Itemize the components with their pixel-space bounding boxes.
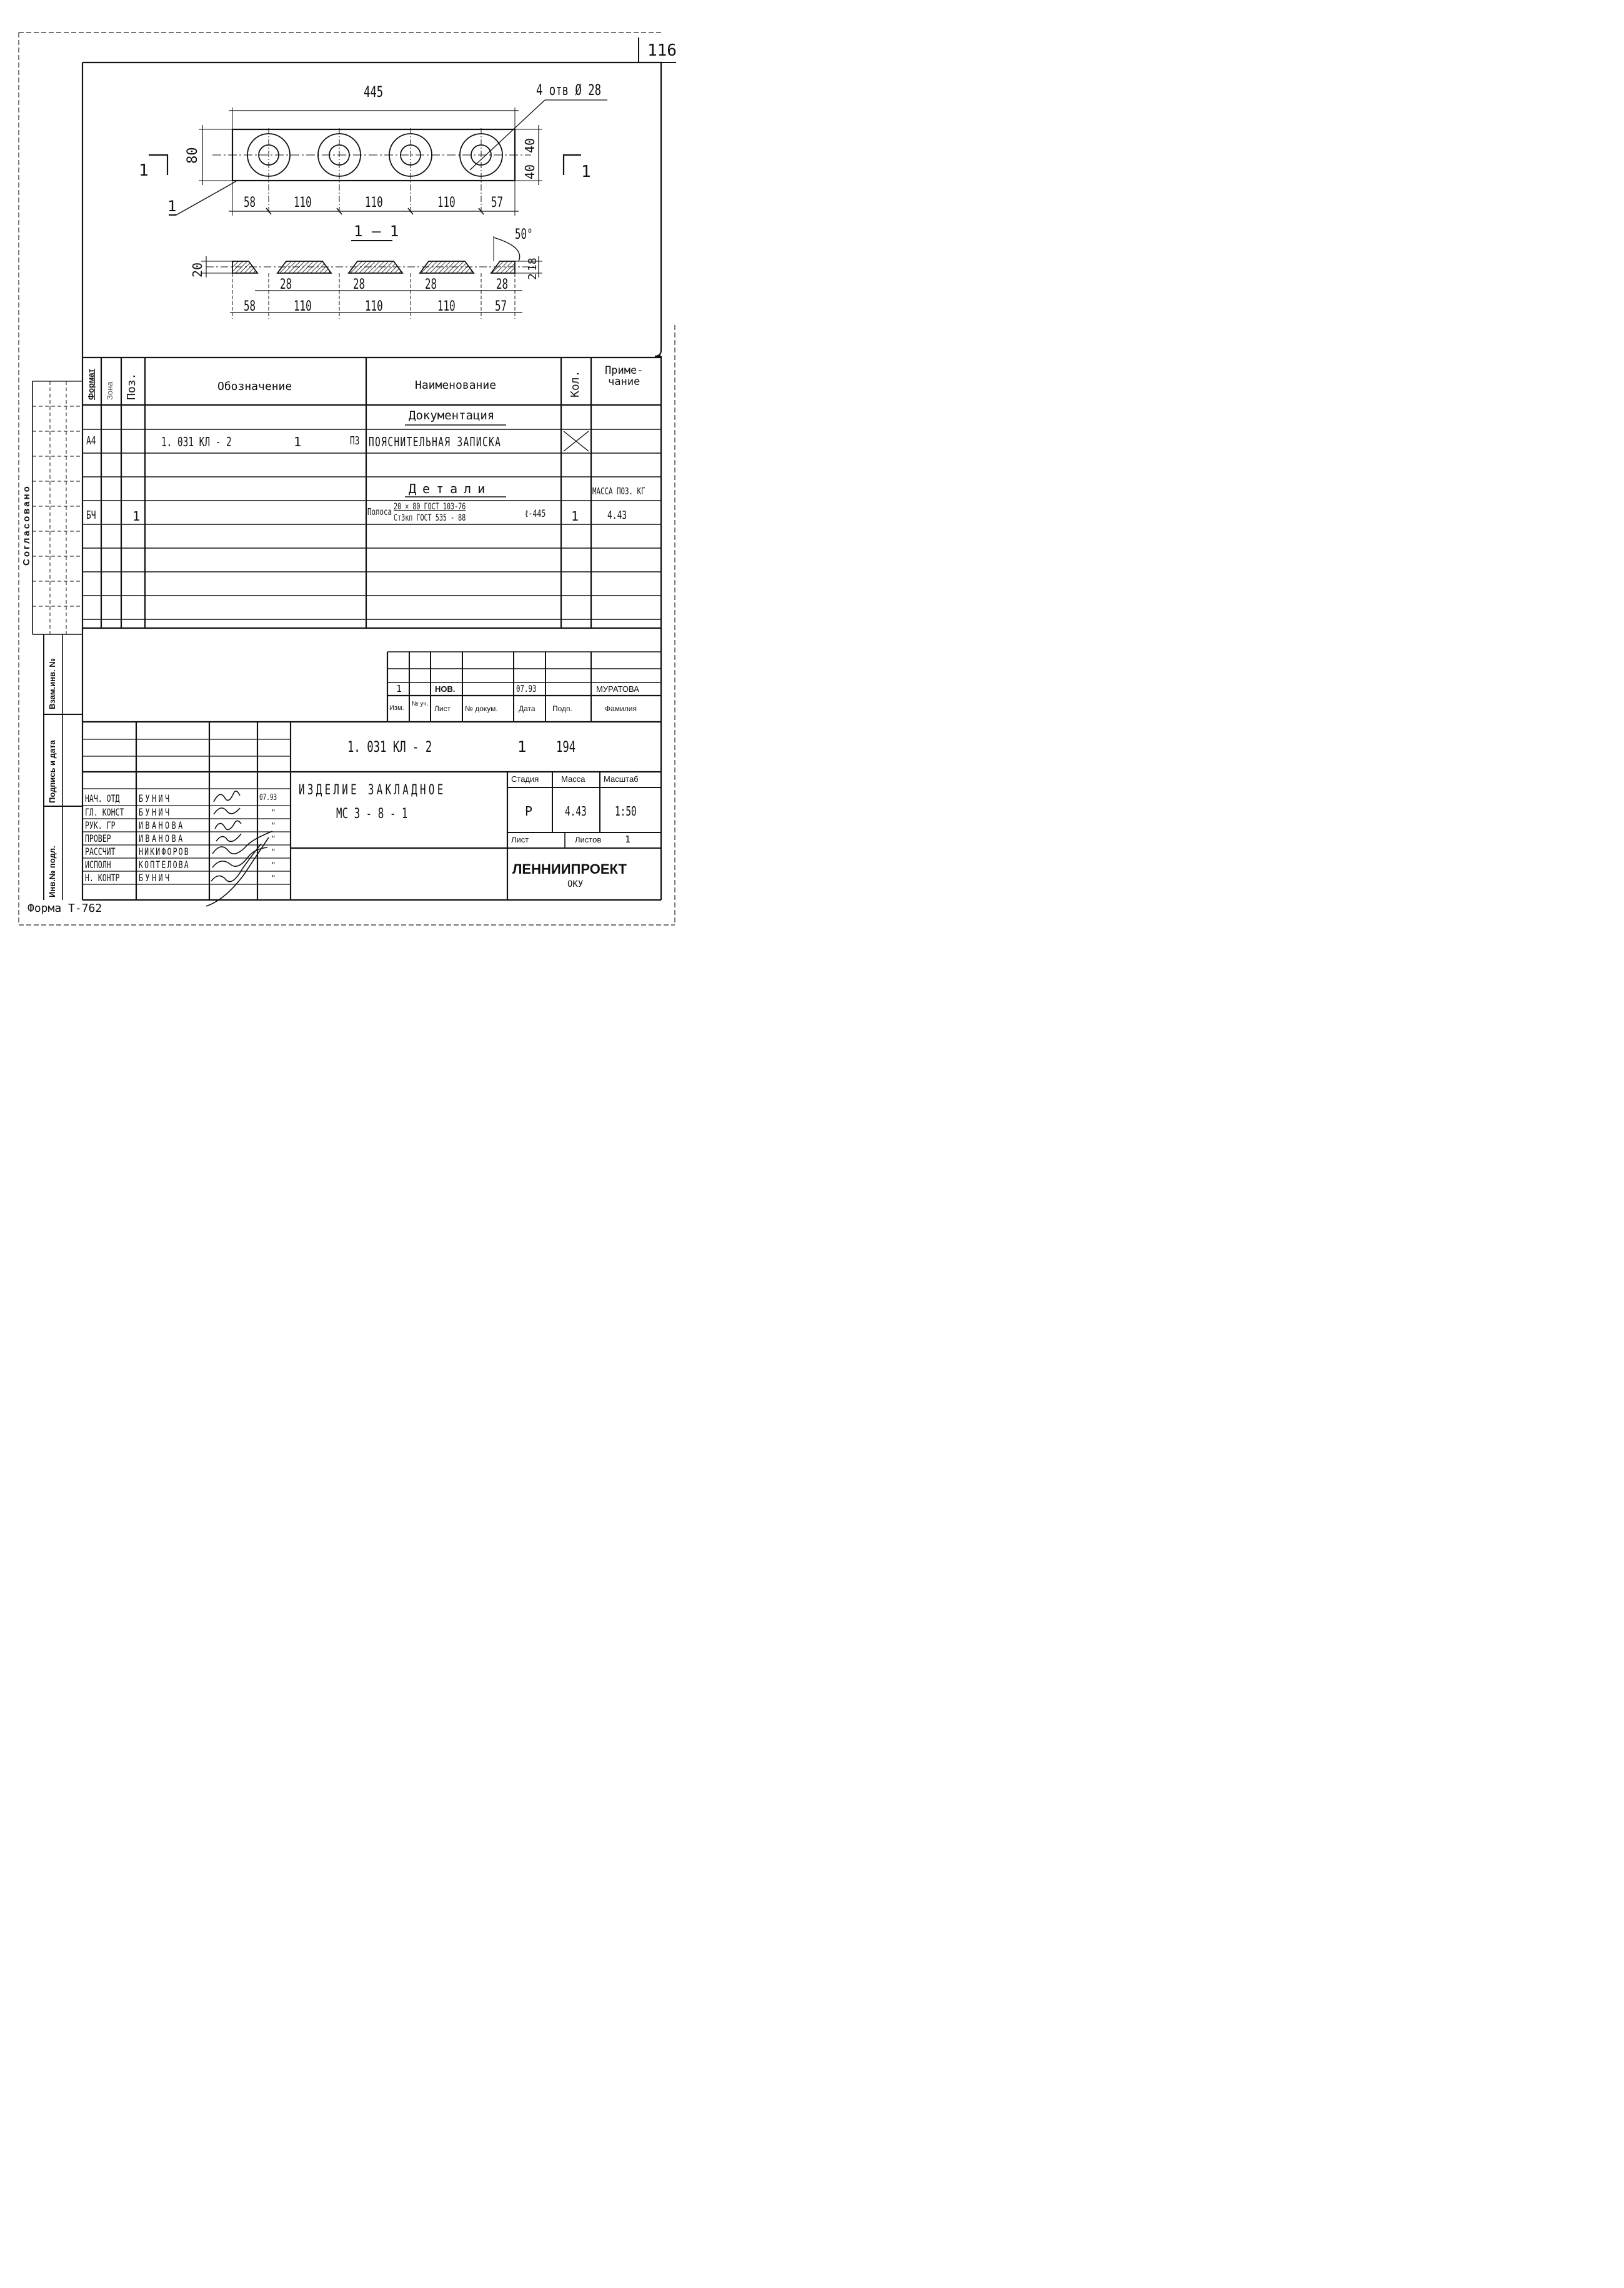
signatures [206, 791, 272, 906]
signer-date-4: " [271, 834, 276, 843]
plan-dim-2: 110 [294, 195, 312, 211]
row2-name-bottom: Ст3кп ГОСТ 535 - 88 [394, 513, 466, 523]
dim-thickness-right-2: 18 [526, 257, 539, 271]
signer-role-4: ПРОВЕР [85, 832, 111, 844]
signer-role-1: НАЧ. ОТД [85, 792, 120, 804]
signer-date-1: 07.93 [259, 793, 277, 802]
label-sheet: Лист [511, 835, 529, 844]
row1-designation: 1. 031 КЛ - 2 [161, 434, 232, 449]
row2-name-top: 20 × 80 ГОСТ 103-76 [394, 502, 466, 512]
signer-date-6: " [271, 861, 276, 869]
plan-dim-5: 57 [491, 195, 504, 211]
section-dim-5: 57 [495, 299, 507, 314]
header-qty: Кол. [569, 370, 582, 397]
plan-dim-4: 110 [437, 195, 456, 211]
dim-thickness: 20 [190, 262, 205, 277]
row2-qty: 1 [571, 509, 579, 524]
stamp-agreed: Согласовано [21, 484, 32, 566]
hole-dim-2: 28 [353, 277, 366, 292]
rev-header-surname: Фамилия [605, 704, 637, 713]
mass-header: МАССА ПОЗ. КГ [592, 486, 645, 497]
signer-date-2: " [271, 808, 276, 817]
dim-height: 80 [185, 147, 201, 164]
stage-value: Р [525, 804, 533, 819]
dim-thickness-right: 2 [526, 273, 539, 280]
section-dim-2: 110 [294, 299, 312, 314]
signer-date-7: " [271, 874, 276, 882]
stamp-inv-replace: Взам.инв. № [47, 658, 57, 709]
hole-dim-4: 28 [496, 277, 509, 292]
title-line-1: ИЗДЕЛИЕ ЗАКЛАДНОЕ [299, 782, 446, 798]
hole-dim-1: 28 [280, 277, 292, 292]
signer-name-2: БУНИЧ [139, 806, 172, 818]
section-dim-1: 58 [244, 299, 256, 314]
holes-label: 4 отв Ø 28 [536, 81, 602, 99]
signer-role-6: ИСПОЛН [85, 859, 111, 871]
plan-dim-1: 58 [244, 195, 256, 211]
section-dim-3: 110 [365, 299, 383, 314]
left-stamp-lines [32, 381, 82, 900]
spec-table-lines [82, 357, 661, 628]
row2-note: 4.43 [607, 509, 627, 522]
title-line-2: МС 3 - 8 - 1 [336, 806, 408, 822]
dim-overall-length: 445 [364, 83, 384, 101]
label-mass: Масса [561, 774, 585, 784]
signer-role-2: ГЛ. КОНСТ [85, 806, 124, 818]
label-scale: Масштаб [604, 774, 639, 784]
signer-name-4: ИВАНОВА [139, 832, 185, 844]
section-parts: Детали [409, 481, 492, 496]
header-pos: Поз. [125, 372, 138, 400]
org-name: ЛЕННИИПРОЕКТ [512, 861, 627, 877]
row1-name: ПОЯСНИТЕЛЬНАЯ ЗАПИСКА [369, 434, 502, 449]
signer-date-5: " [271, 847, 276, 856]
row1-format: А4 [86, 434, 96, 447]
section-mark-left: 1 [139, 161, 149, 180]
stamp-inv-original: Инв.№ подл. [47, 846, 57, 897]
dim-edge-top: 40 [522, 137, 537, 153]
revision-date: 07.93 [516, 683, 537, 694]
callout-position: 1 [167, 197, 177, 215]
stamp-sign-date: Подпись и дата [47, 740, 57, 803]
row2-format: БЧ [86, 509, 96, 522]
plan-dim-3: 110 [365, 195, 383, 211]
row2-pos: 1 [132, 509, 141, 524]
sheets-count: 1 [625, 834, 631, 845]
header-designation: Обозначение [217, 380, 292, 393]
section-mark-right: 1 [581, 162, 591, 181]
signer-name-6: КОПТЕЛОВА [139, 859, 190, 871]
form-label: Форма Т-762 [27, 902, 102, 915]
signer-name-7: БУНИЧ [139, 872, 172, 884]
rev-header-date: Дата [519, 704, 536, 713]
row1-sheet: 1 [294, 434, 302, 449]
signer-date-3: " [271, 821, 276, 830]
rev-header-change: Изм. [389, 704, 404, 712]
rev-header-item: № уч. [412, 701, 429, 707]
section-documentation: Документация [409, 409, 495, 422]
header-name: Наименование [415, 379, 497, 392]
label-stage: Стадия [511, 774, 539, 784]
drawing-sheet [0, 0, 687, 969]
rev-header-doc: № докум. [465, 704, 498, 713]
header-zone: Зона [105, 381, 114, 400]
dim-edge-bottom: 40 [522, 164, 537, 179]
signer-name-3: ИВАНОВА [139, 819, 185, 831]
signer-name-5: НИКИФОРОВ [139, 846, 190, 857]
doc-code: 1. 031 КЛ - 2 [347, 738, 432, 756]
header-format: Формат [86, 369, 96, 400]
signer-role-3: РУК. ГР [85, 819, 116, 831]
angle-label: 50° [515, 227, 533, 242]
section-title: 1 — 1 [354, 222, 399, 240]
org-sub: ОКУ [567, 879, 584, 889]
doc-num: 194 [556, 738, 576, 756]
rev-header-sheet: Лист [434, 704, 451, 713]
revision-sheet: НОВ. [435, 684, 456, 694]
header-note: Приме- чание [605, 364, 644, 388]
section-dim-4: 110 [437, 299, 456, 314]
row1-code: ПЗ [350, 434, 360, 447]
mass-value: 4.43 [565, 804, 587, 819]
row2-length: ℓ-445 [525, 507, 546, 519]
revision-surname: МУРАТОВА [596, 684, 639, 694]
signer-name-1: БУНИЧ [139, 792, 172, 804]
hole-dim-3: 28 [425, 277, 437, 292]
doc-sheet: 1 [517, 738, 527, 756]
signer-role-5: РАССЧИТ [85, 846, 116, 857]
page-number: 116 [647, 41, 677, 60]
revision-num: 1 [396, 683, 402, 694]
row2-name-prefix: Полоса [367, 506, 392, 517]
label-sheets: Листов [575, 835, 602, 844]
scale-value: 1:50 [615, 804, 637, 819]
signer-role-7: Н. КОНТР [85, 872, 120, 884]
rev-header-sign: Подп. [552, 704, 572, 713]
